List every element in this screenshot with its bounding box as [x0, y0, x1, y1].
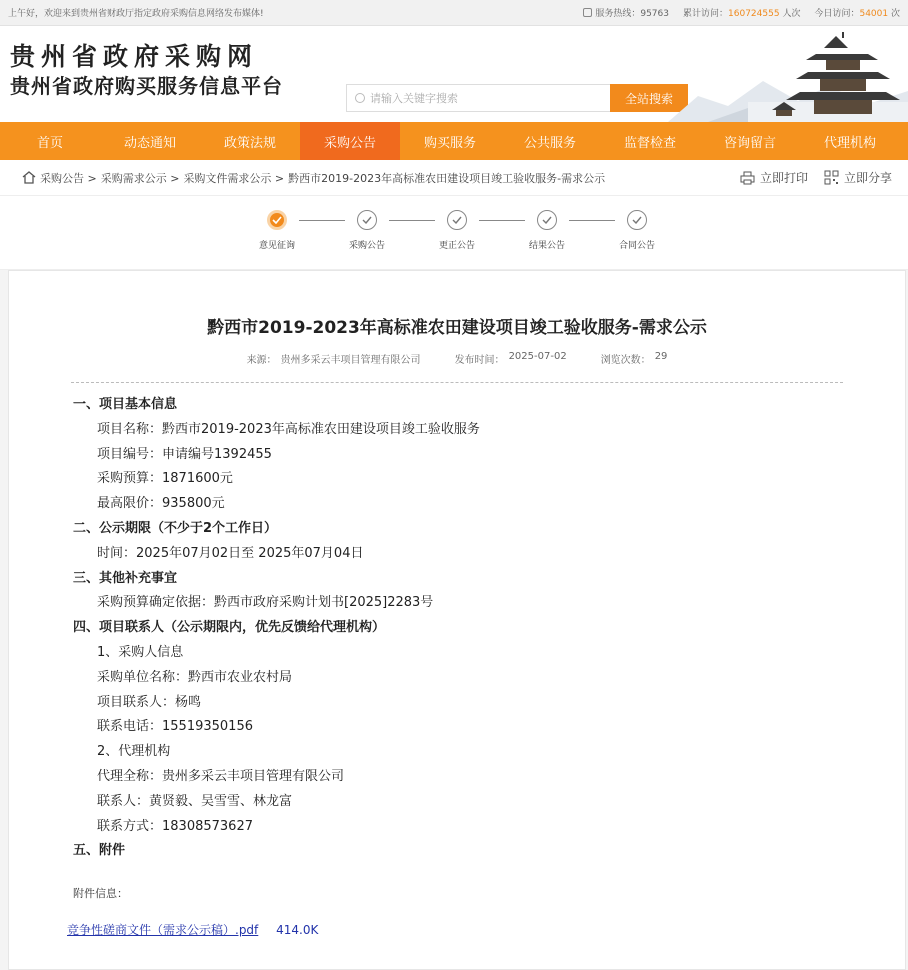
printer-icon [740, 171, 755, 185]
nav-procurement[interactable]: 采购公告 [300, 122, 400, 160]
step-correction [427, 210, 487, 251]
pagoda-illustration [668, 26, 908, 122]
paragraph: 时间：2025年07月02日至 2025年07月04日 [97, 545, 364, 561]
share-button[interactable] [824, 169, 892, 186]
search-button[interactable]: 全站搜索 [610, 84, 688, 112]
step-check-icon [627, 210, 647, 230]
step-check-icon [537, 210, 557, 230]
nav-news[interactable]: 动态通知 [123, 135, 176, 151]
source-label: 来源： [246, 355, 277, 366]
date-value: 2025-07-02 [508, 351, 567, 362]
section-heading: 四、项目联系人（公示期限内，优先反馈给代理机构） [73, 620, 386, 636]
date-label: 发布时间： [454, 355, 505, 366]
nav-home[interactable]: 首页 [36, 135, 63, 151]
source-value: 贵州多采云丰项目管理有限公司 [280, 355, 421, 366]
breadcrumb-current: 黔西市2019-2023年高标准农田建设项目竣工验收服务-需求公示 [288, 171, 606, 185]
total-visits-unit: 人次 [782, 9, 801, 19]
article-panel [8, 270, 906, 970]
article-meta [9, 351, 905, 366]
breadcrumb-link-demand[interactable]: 采购需求公示 > [100, 171, 180, 185]
nav-purchase-service[interactable]: 购买服务 [423, 135, 476, 151]
paragraph: 联系电话：15519350156 [97, 719, 253, 735]
paragraph: 最高限价：935800元 [97, 496, 225, 512]
paragraph: 1、采购人信息 [97, 644, 184, 660]
step-contract [607, 210, 667, 251]
hotline-number: 95763 [640, 9, 669, 19]
paragraph: 采购单位名称：黔西市农业农村局 [97, 669, 293, 685]
today-visits-label: 今日访问： [814, 9, 860, 19]
today-visits-count: 54001 [859, 9, 889, 19]
article-body [9, 383, 905, 907]
paragraph: 代理全称：贵州多采云丰项目管理有限公司 [97, 768, 345, 784]
step-check-icon [357, 210, 377, 230]
paragraph: 2、代理机构 [97, 744, 171, 760]
share-label: 立即分享 [843, 171, 892, 185]
total-visits-label: 累计访问： [683, 9, 729, 19]
article-source [247, 351, 421, 366]
step-label: 更正公告 [438, 241, 475, 251]
article-date [455, 351, 567, 366]
total-visits [683, 6, 800, 19]
paragraph: 采购预算：1871600元 [97, 471, 233, 487]
site-title: 贵州省政府采购网 [10, 42, 259, 71]
attachment-link[interactable]: 竞争性磋商文件（需求公示稿）.pdf [67, 922, 259, 937]
paragraph: 项目名称：黔西市2019-2023年高标准农田建设项目竣工验收服务 [97, 421, 480, 437]
main-nav [0, 122, 908, 160]
breadcrumb [22, 170, 605, 186]
phone-icon [583, 8, 592, 17]
attachment-size: 414.0K [276, 922, 319, 937]
section-heading: 二、公示期限（不少于2个工作日） [73, 520, 278, 536]
today-visits-unit: 次 [890, 9, 900, 19]
step-consultation [247, 210, 307, 251]
search-icon [355, 93, 365, 103]
qrcode-icon [824, 170, 839, 185]
home-icon[interactable] [22, 171, 36, 184]
welcome-text: 上午好，欢迎来到贵州省财政厅指定政府采购信息网络发布媒体! [8, 9, 264, 19]
paragraph: 采购预算确定依据：黔西市政府采购计划书[2025]2283号 [97, 595, 434, 611]
today-visits [814, 6, 900, 19]
attachment-label: 附件信息： [73, 887, 128, 901]
attachment-row [9, 921, 905, 938]
paragraph: 项目联系人：杨鸣 [97, 694, 202, 710]
breadcrumb-bar [0, 160, 908, 196]
step-result [517, 210, 577, 251]
breadcrumb-link-doc-demand[interactable]: 采购文件需求公示 > [183, 171, 285, 185]
paragraph: 联系方式：18308573627 [97, 818, 253, 834]
breadcrumb-link-notice[interactable]: 采购公告 > [40, 171, 97, 185]
procurement-progress [0, 196, 908, 270]
print-label: 立即打印 [759, 171, 808, 185]
paragraph: 项目编号：申请编号1392455 [97, 446, 272, 462]
step-label: 合同公告 [618, 241, 655, 251]
nav-consult[interactable]: 咨询留言 [723, 135, 776, 151]
nav-supervision[interactable]: 监督检查 [623, 135, 676, 151]
nav-public-service[interactable]: 公共服务 [523, 135, 576, 151]
search-input[interactable] [346, 84, 610, 112]
article-views [601, 351, 668, 366]
section-heading: 五、附件 [73, 843, 126, 859]
section-heading: 一、项目基本信息 [73, 397, 178, 412]
article-tools [740, 169, 892, 186]
total-visits-count: 160724555 [728, 9, 780, 19]
step-label: 采购公告 [348, 241, 385, 251]
step-check-icon [447, 210, 467, 230]
article-title: 黔西市2019-2023年高标准农田建设项目竣工验收服务-需求公示 [207, 318, 707, 338]
step-announcement [337, 210, 397, 251]
section-heading: 三、其他补充事宜 [73, 570, 178, 586]
step-label: 结果公告 [528, 241, 565, 251]
hotline [583, 6, 669, 19]
search-bar [346, 84, 688, 112]
search-placeholder: 请输入关键字搜索 [370, 92, 458, 105]
top-info-bar [0, 0, 908, 26]
nav-policy[interactable]: 政策法规 [223, 135, 276, 151]
site-logo[interactable] [10, 42, 283, 100]
step-label: 意见征询 [258, 241, 295, 251]
step-done-icon [267, 210, 287, 230]
views-value: 29 [654, 351, 668, 362]
paragraph: 联系人：黄贤毅、吴雪雪、林龙富 [97, 793, 293, 809]
site-header [0, 26, 908, 122]
nav-agency[interactable]: 代理机构 [823, 135, 876, 151]
hotline-label: 服务热线： [595, 9, 641, 19]
views-label: 浏览次数： [600, 355, 651, 366]
site-subtitle: 贵州省政府购买服务信息平台 [10, 74, 283, 98]
print-button[interactable] [740, 169, 808, 186]
